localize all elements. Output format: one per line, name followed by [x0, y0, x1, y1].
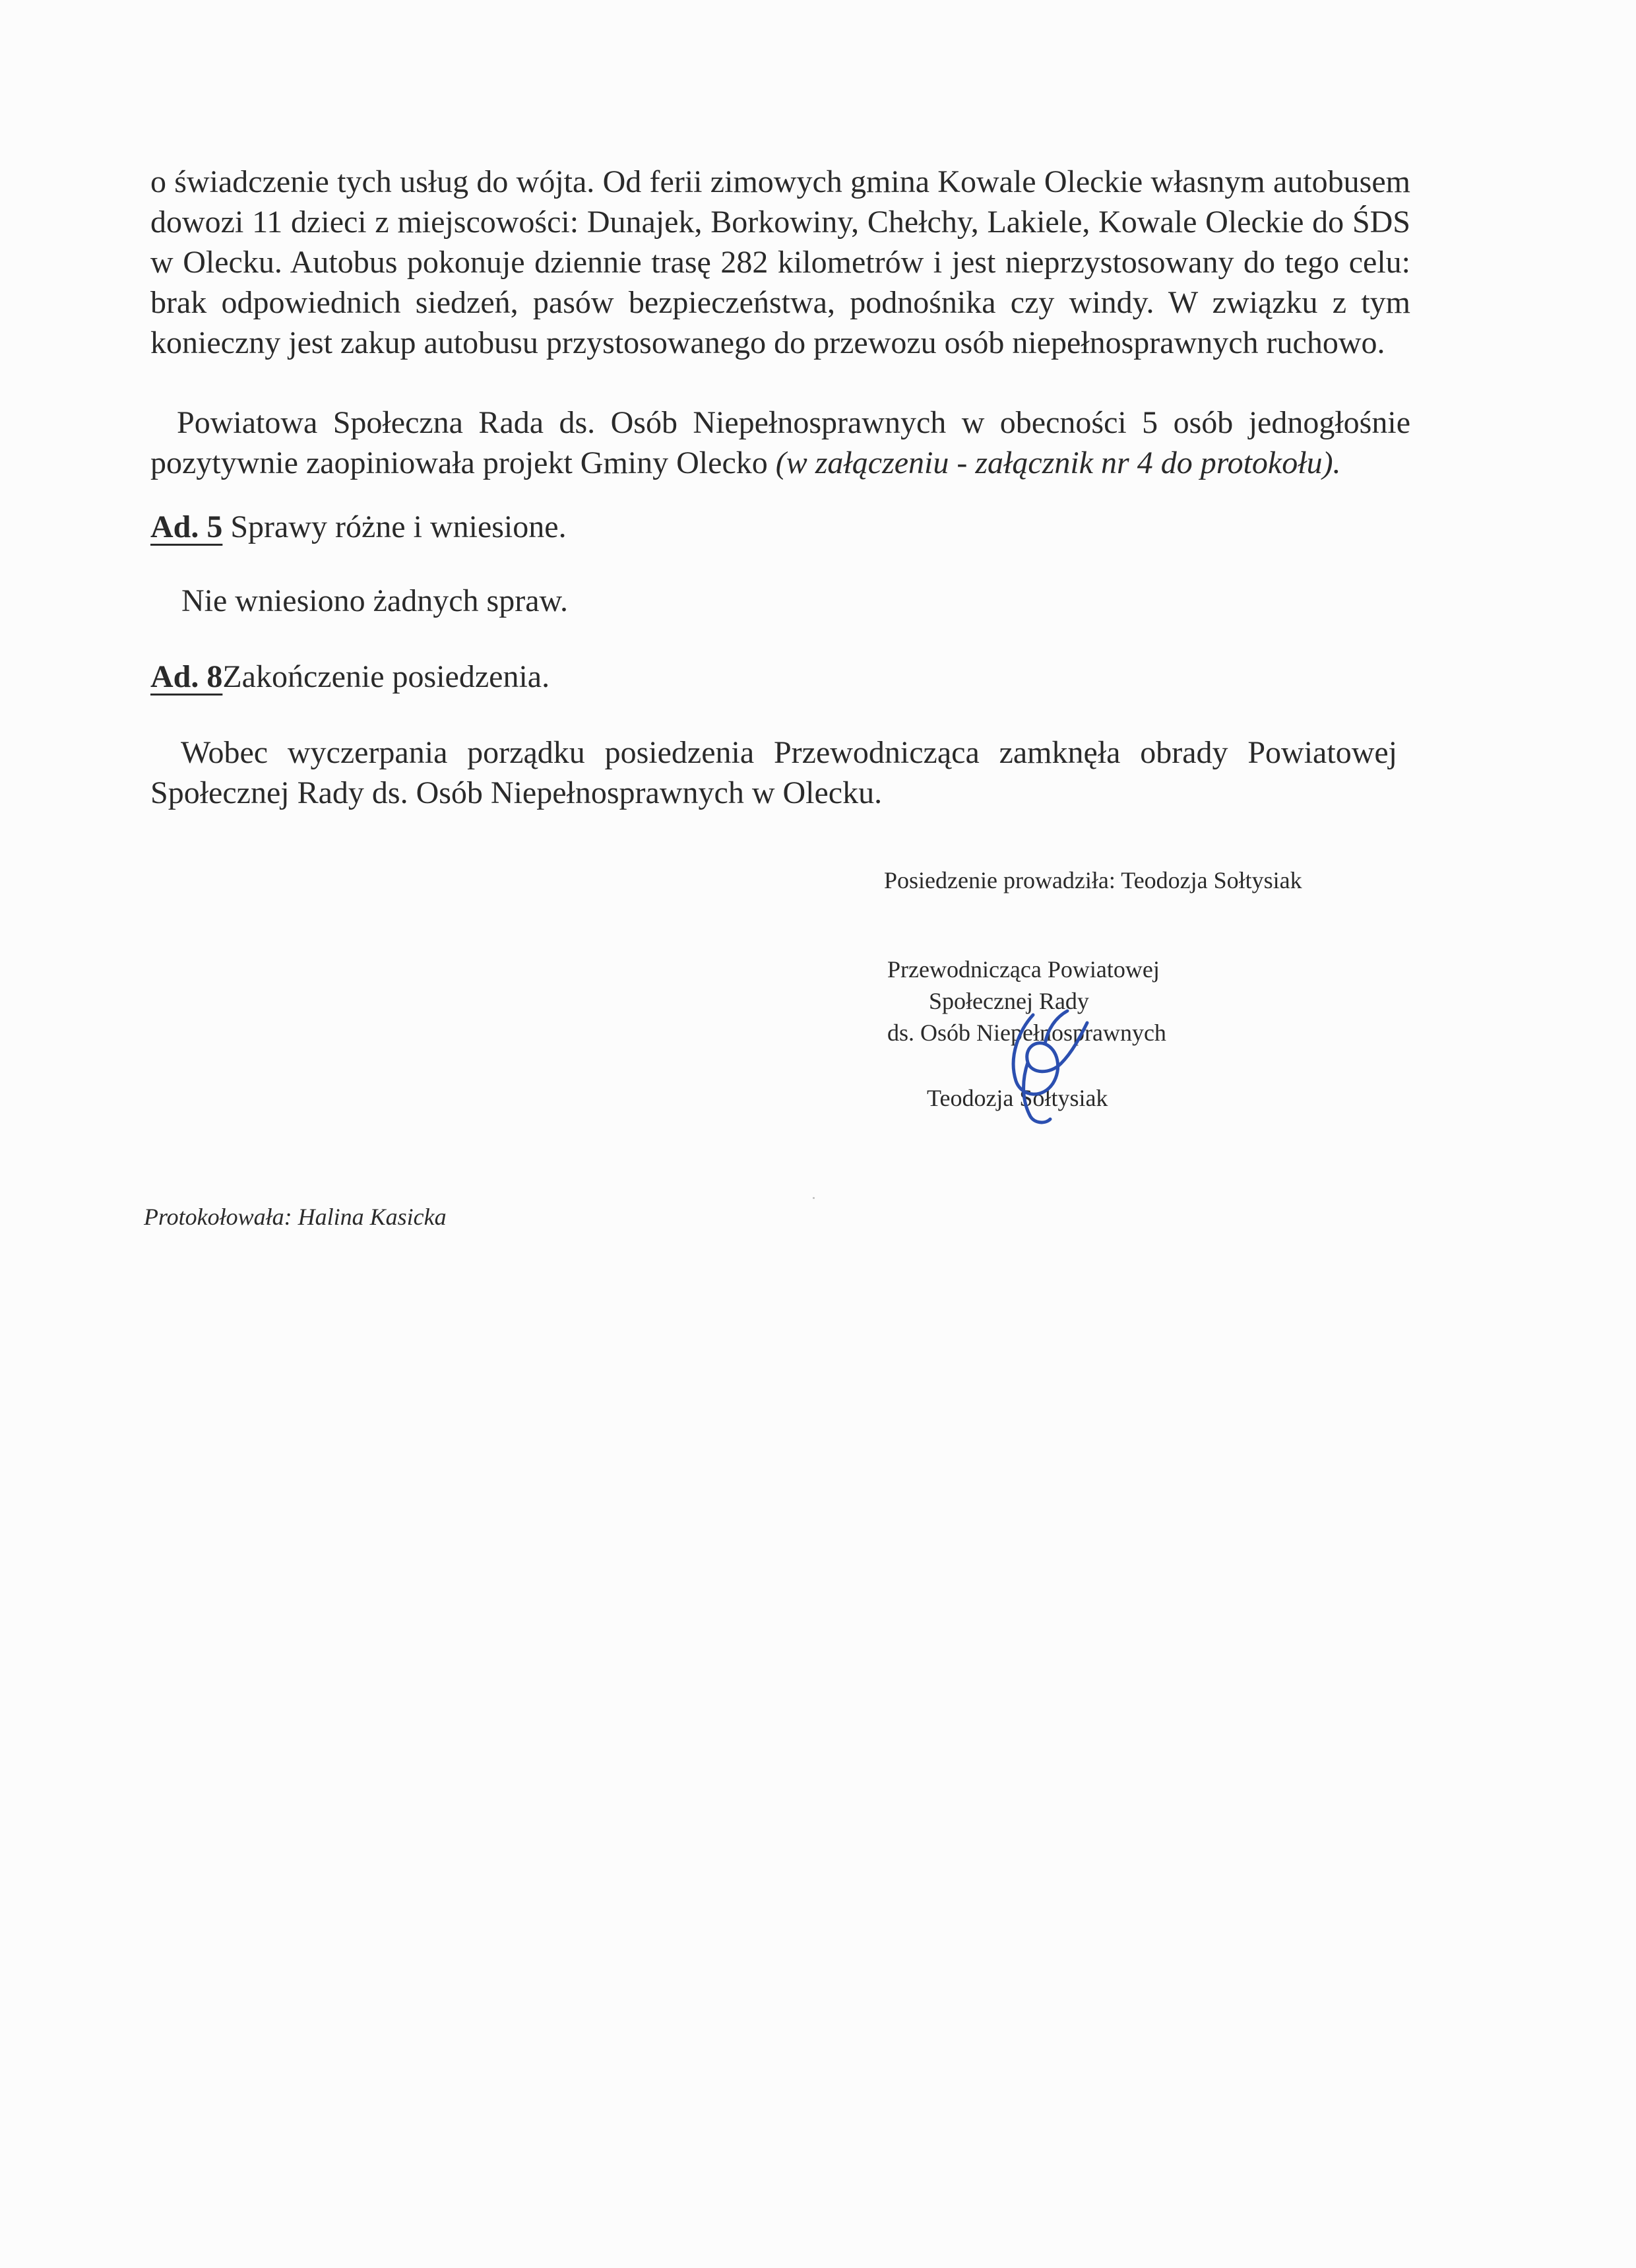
- paragraph-opinion: [150, 403, 1410, 483]
- signatory-title-line-2: Społecznej Rady: [929, 988, 1089, 1014]
- signatory-name: Teodozja Sołtysiak: [927, 1085, 1108, 1111]
- agenda-item-8-content: Wobec wyczerpania porządku posiedzenia Przewodnicząca zamknęła obrady Powiatowej Społecznej Rady ds. Osób Niepełnosprawnych w Olecku.: [150, 735, 1397, 810]
- agenda-item-5-heading: [150, 507, 567, 547]
- led-by-line: Posiedzenie prowadziła: Teodozja Sołtysiak: [884, 867, 1302, 893]
- agenda-item-8-label: Ad. 8: [150, 659, 223, 694]
- scan-speck: [813, 1197, 815, 1199]
- signature-stroke: [1013, 1011, 1087, 1122]
- paragraph-transport: o świadczenie tych usług do wójta. Od ferii zimowych gmina Kowale Oleckie własnym autobusem dowozi 11 dzieci z miejscowości: Dunajek, Borkowiny, Chełchy, Lakiele, Kowale Oleckie do ŚDS w Olecku. Autobus pokonuje dziennie trasę 282 kilometrów i jest nieprzystosowany do tego celu: brak odpowiednich siedzeń, pasów bezpieczeństwa, podnośnika czy windy. W związku z tym konieczny jest zakup autobusu przystosowanego do przewozu osób niepełnosprawnych ruchowo.: [150, 164, 1410, 360]
- signatory-title-line-1: Przewodnicząca Powiatowej: [887, 956, 1160, 983]
- agenda-item-5-content: Nie wniesiono żadnych spraw.: [181, 583, 569, 618]
- agenda-item-5-title: Sprawy różne i wniesione.: [222, 509, 567, 544]
- attachment-note: (w załączeniu - załącznik nr 4 do protokołu).: [775, 445, 1341, 480]
- agenda-item-8-heading: [150, 657, 550, 697]
- recorded-by-line: Protokołowała: Halina Kasicka: [144, 1204, 447, 1230]
- paragraph-opinion-text: Powiatowa Społeczna Rada ds. Osób Niepełnosprawnych w obecności 5 osób jednogłośnie pozytywnie zaopiniowała projekt Gminy Olecko: [150, 405, 1410, 480]
- signatory-title-line-3: ds. Osób Niepełnosprawnych: [887, 1020, 1166, 1046]
- agenda-item-5-label: Ad. 5: [150, 509, 223, 544]
- handwritten-signature: [982, 1003, 1094, 1128]
- agenda-item-8-title: Zakończenie posiedzenia.: [222, 659, 550, 694]
